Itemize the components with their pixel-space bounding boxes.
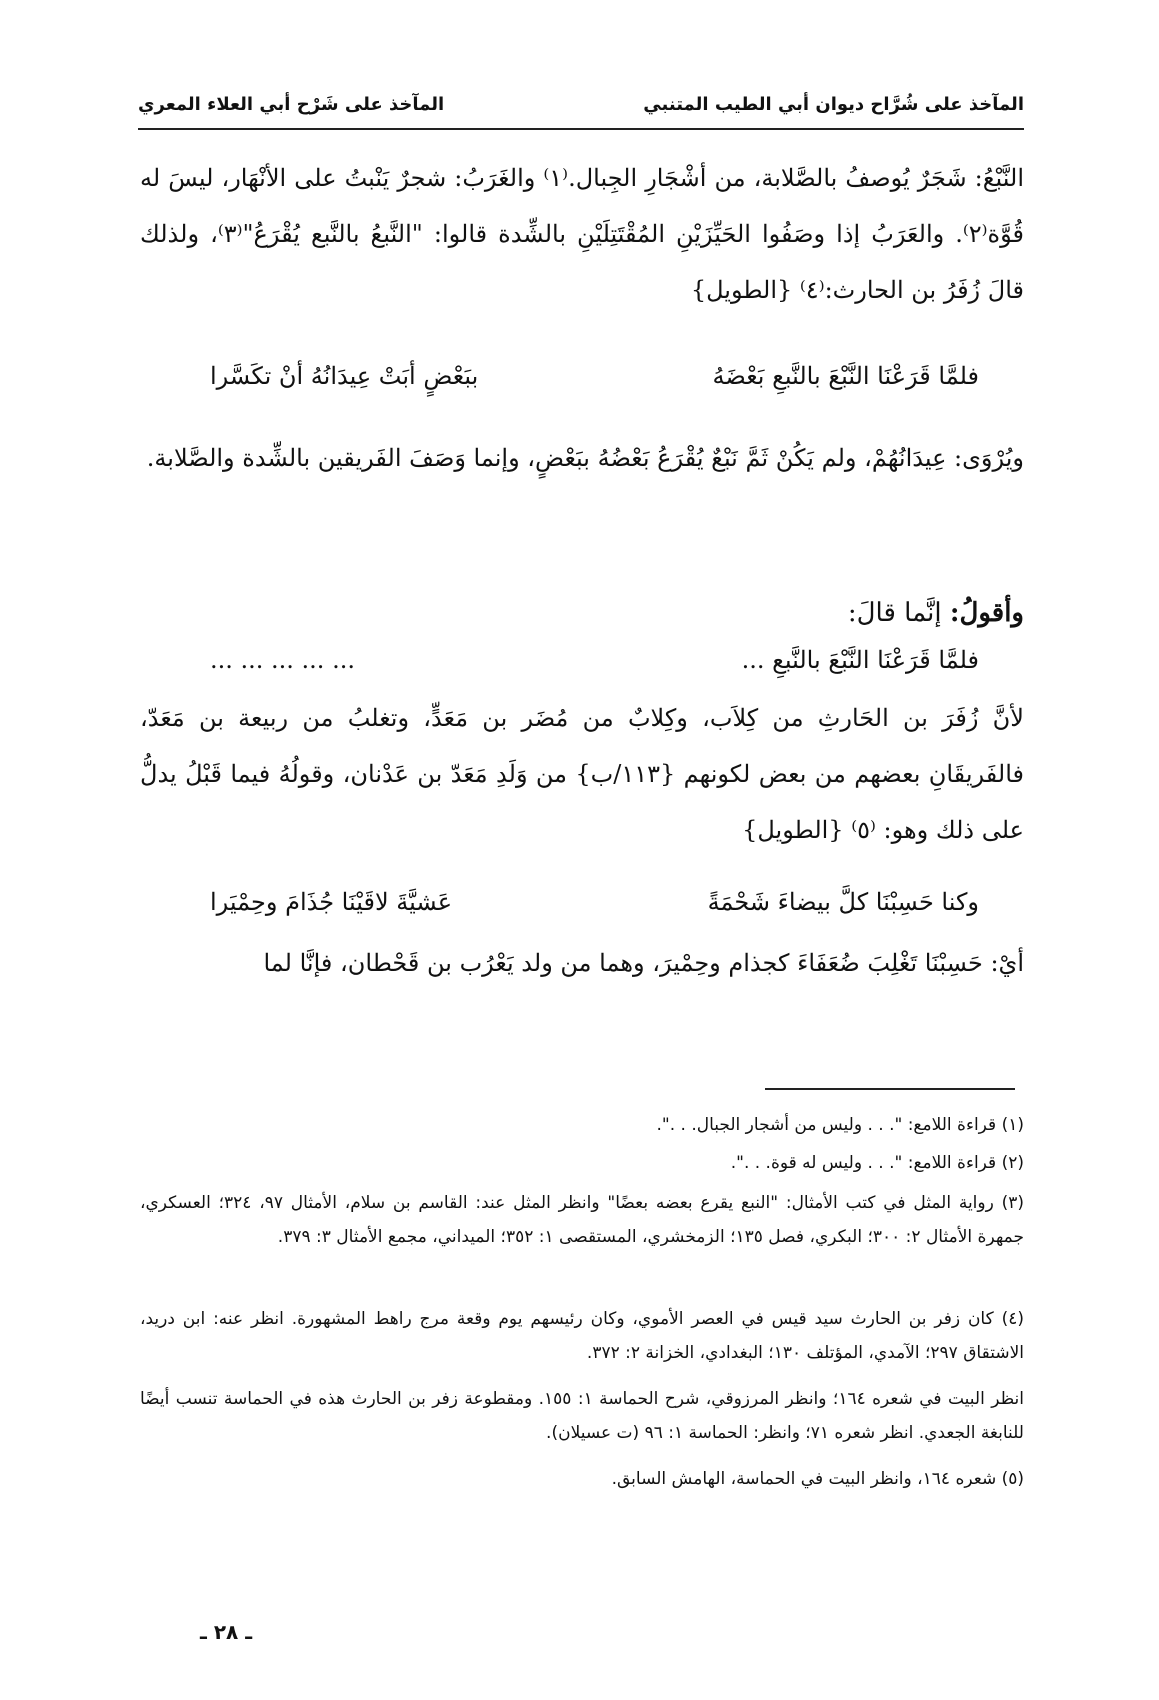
verse-3: [210, 878, 979, 934]
footnote-5: (٥) شعره ١٦٤، وانظر البيت في الحماسة، الهامش السابق.: [611, 1469, 1024, 1489]
verse-3-first-hemistich: وكنا حَسِبْنَا كلَّ بيضاءَ شَحْمَةً: [707, 888, 979, 916]
verse-2: [210, 636, 979, 692]
paragraph-3: لأنَّ زُفَرَ بن الحَارثِ من كِلاَب، وكِلابٌ من مُضَر بن مَعَدٍّ، وتغلبُ من ربيعة بن مَعَدّ، فالفَريقَانِ بعضهم من بعض لكونهم {١١٣/ب} من وَلَدِ مَعَدّ بن عَدْنان، وقولُهُ فيما قَبْلُ يدلُّ على ذلك وهو: ⁽٥⁾ {الطويل}: [140, 704, 1024, 844]
heading-rest: إنَّما قالَ:: [847, 598, 942, 628]
footnote-3: (٣) رواية المثل في كتب الأمثال: "النبع يقرع بعضه بعضًا" وانظر المثل عند: القاسم بن سلام، الأمثال ٩٧، ٣٢٤؛ العسكري، جمهرة الأمثال ٢: ٣٠٠؛ البكري، فصل ١٣٥؛ الزمخشري، المستقصى ١: ٣٥٢؛ الميداني، مجمع الأمثال ٣: ٣٧٩.: [140, 1193, 1025, 1247]
footnote-1: (١) قراءة اللامع: ". . . وليس من أشجار الجبال. . .".: [656, 1115, 1024, 1135]
page-number: ـ ٢٨ ـ: [200, 1620, 253, 1644]
footnote-4-continued: انظر البيت في شعره ١٦٤؛ وانظر المرزوقي، شرح الحماسة ١: ١٥٥. ومقطوعة زفر بن الحارث هذه في الحماسة تنسب أيضًا للنابغة الجعدي. انظر شعره ٧١؛ وانظر: الحماسة ١: ٩٦ (ت عسيلان).: [140, 1389, 1025, 1443]
footnote-4: (٤) كان زفر بن الحارث سيد قيس في العصر الأموي، وكان رئيسهم يوم وقعة مرج راهط المشهورة. انظر عنه: ابن دريد، الاشتقاق ٢٩٧؛ الآمدي، المؤتلف ١٣٠؛ البغدادي، الخزانة ٢: ٣٧٢.: [140, 1309, 1024, 1363]
verse-1: [210, 352, 979, 408]
paragraph-1: النَّبْعُ: شَجَرٌ يُوصفُ بالصَّلابة، من أشْجَارِ الجِبال.⁽١⁾ والغَرَبُ: شجرٌ يَنْبتُ على الأنْهَار، ليسَ له قُوَّة⁽٢⁾. والعَرَبُ إذا وصَفُوا الحَيِّزَيْنِ المُقْتَتِلَيْنِ بالشِّدة قالوا: "النَّبعُ بالنَّبع يُقْرَعُ"⁽٣⁾، ولذلك قالَ زُفَرُ بن الحارث:⁽٤⁾ {الطويل}: [140, 164, 1024, 304]
paragraph-2: ويُرْوَى: عِيدَانُهُمْ، ولم يَكُنْ ثَمَّ نَبْعٌ يُقْرَعُ بَعْضُهُ ببَعْضٍ، وإنما وَصَفَ الفَريقين بالشِّدة والصَّلابة.: [146, 444, 1024, 472]
header-section-title: المآخذ على شَرْح أبي العلاء المعري: [138, 94, 445, 115]
header-book-title: المآخذ على شُرَّاح ديوان أبي الطيب المتنبي: [643, 94, 1024, 115]
section-heading: [848, 598, 1024, 628]
verse-2-first-hemistich: فلمَّا قَرَعْنَا النَّبْعَ بالنَّبعِ ...: [741, 646, 979, 674]
verse-2-second-hemistich: ... ... ... ... ...: [210, 646, 355, 674]
heading-bold: وأقولُ:: [949, 598, 1024, 628]
paragraph-4: أيْ: حَسِبْنَا تَغْلِبَ ضُعَفَاءَ كجذام وحِمْيرَ، وهما من ولد يَعْرُب بن قَحْطان، فإنَّا لما: [263, 949, 1024, 977]
verse-1-first-hemistich: فلمَّا قَرَعْنَا النَّبْعَ بالنَّبعِ بَعْضَهُ: [712, 362, 979, 390]
running-header: [138, 88, 1024, 130]
footnote-2: (٢) قراءة اللامع: ". . . وليس له قوة. . .".: [730, 1153, 1024, 1173]
verse-1-second-hemistich: ببَعْضٍ أبَتْ عِيدَانُهُ أنْ تكَسَّرا: [210, 362, 479, 390]
verse-3-second-hemistich: عَشيَّةَ لاقَيْنَا جُذَامَ وحِمْيَرا: [210, 888, 453, 916]
footnote-separator: [765, 1088, 1015, 1090]
